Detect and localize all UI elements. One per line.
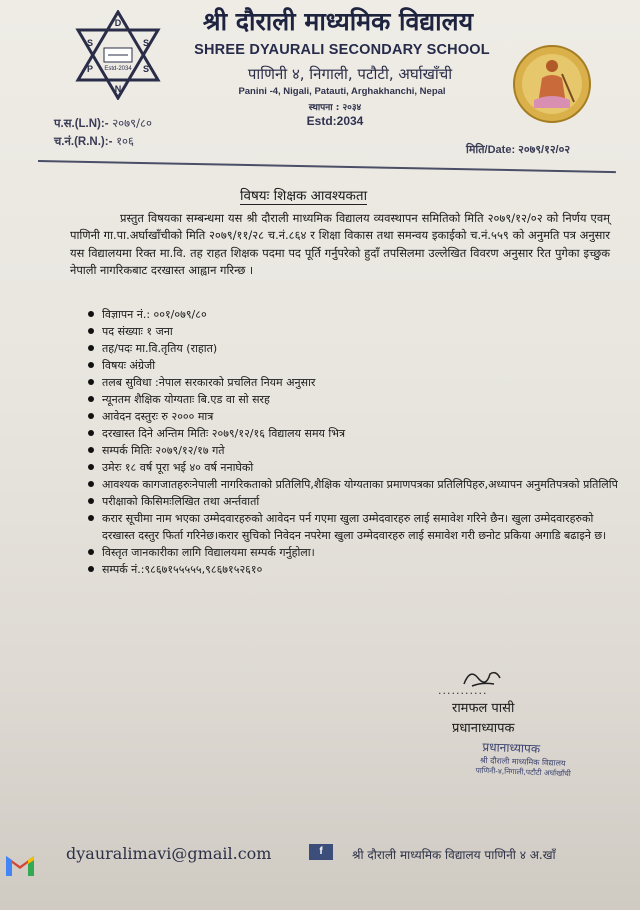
list-item: तलब सुविधा :नेपाल सरकारको प्रचलित नियम अनुसार — [74, 374, 622, 391]
emblem-letter-lower-right: S — [142, 64, 150, 74]
list-item: तह/पदः मा.वि.तृतिय (राहात) — [74, 340, 622, 357]
established-english: Estd:2034 — [306, 114, 364, 128]
vacancy-details-list — [74, 306, 622, 578]
emblem-letter-bottom: N — [114, 84, 122, 94]
school-address-nepali: पाणिनी ४, निगाली, पटौटी, अर्घाखाँची — [247, 65, 453, 83]
ln-label: प.स.(L.N):- — [54, 118, 109, 130]
facebook-page-name[interactable]: श्री दौराली माध्यमिक विद्यालय पाणिनी ४ अ.खाँ — [352, 848, 556, 862]
stamp-school: श्री दौराली माध्यमिक विद्यालय — [479, 755, 566, 768]
list-item: विस्तृत जानकारीका लागि विद्यालयमा सम्पर्क गर्नुहोला। — [74, 544, 622, 561]
school-name-english: SHREE DYAURALI SECONDARY SCHOOL — [194, 42, 490, 58]
saraswati-logo-icon — [512, 44, 592, 124]
list-item: परीक्षाको किसिमःलिखित तथा अर्न्तवार्ता — [74, 493, 622, 510]
list-item: करार सूचीमा नाम भएका उम्मेदवारहरुको आवेदन पर्न गएमा खुला उम्मेदवारहरु लाई समावेश गरिने छैन। खुला उम्मेदवारहरुको दरखास्त दस्तुर फिर्ता गरिनेछ।करार सुचिको निवेदन नपरेमा खुला उम्मेदवारहरु लाई समावेश गरी छनोट प्रकिया अगाडि बढाइने छ। — [74, 510, 622, 544]
stamp-address: पाणिनी-४,निगाली,पटौटी अर्घाखाँची — [475, 765, 571, 779]
letter-date — [466, 142, 570, 157]
school-emblem-icon — [68, 10, 168, 100]
signature-dots: ........... — [438, 684, 488, 697]
emblem-estd-text: Estd-2034 — [104, 66, 132, 72]
rn-value: १०६ — [116, 134, 135, 148]
date-value: २०७९/१२/०२ — [518, 144, 571, 156]
ln-value: २०७९/८० — [112, 116, 152, 130]
subject-heading: विषयः शिक्षक आवश्यकता — [240, 188, 368, 204]
list-item: विज्ञापन नं.: ००१/०७९/८० — [74, 306, 622, 323]
school-address-english: Panini -4, Nigali, Patauti, Arghakhanchi, Nepal — [238, 86, 446, 97]
ln-reference — [54, 116, 152, 131]
gmail-icon — [4, 852, 36, 878]
list-item: उमेरः १८ वर्ष पूरा भई ४० वर्ष ननाघेको — [74, 459, 622, 476]
stamp-title: प्रधानाध्यापक — [482, 739, 541, 756]
list-item: सम्पर्क नं.:९८६७१५५५५५,९८६७१५२६१० — [74, 561, 622, 578]
emblem-letter-lower-left: P — [86, 64, 94, 74]
rn-reference — [54, 134, 134, 149]
official-stamp — [475, 738, 606, 781]
list-item: न्यूनतम शैक्षिक योग्यताः बि.एड वा सो सरह — [74, 391, 622, 408]
letterhead — [0, 0, 640, 170]
list-item: विषयः अंग्रेजी — [74, 357, 622, 374]
list-item: आवेदन दस्तुरः रु २००० मात्र — [74, 408, 622, 425]
signatory-title: प्रधानाध्यापक — [452, 721, 515, 736]
list-item: सम्पर्क मितिः २०७९/१२/१७ गते — [74, 442, 622, 459]
emblem-letter-upper-left: S — [86, 38, 94, 48]
established-nepali: स्थापना : २०३४ — [308, 103, 362, 113]
school-name-nepali: श्री दौराली माध्यमिक विद्यालय — [202, 7, 474, 36]
signatory-name: रामफल पासी — [452, 701, 515, 716]
emblem-letter-upper-right: S — [142, 38, 150, 48]
email-address[interactable]: dyauralimavi@gmail.com — [66, 844, 272, 863]
list-item: दरखास्त दिने अन्तिम मितिः २०७९/१२/१६ विद्यालय समय भित्र — [74, 425, 622, 442]
date-label: मिति/Date: — [466, 144, 516, 156]
list-item: पद संख्याः १ जना — [74, 323, 622, 340]
intro-paragraph: प्रस्तुत विषयका सम्बन्धमा यस श्री दौराली माध्यमिक विद्यालय व्यवस्थापन समितिको मिति २०७९/१२/०२ को निर्णय एवम् पाणिनी गा.पा.अर्घाखाँचीको मिति २०७९/११/२८ च.नं.८६४ र शिक्षा विकास तथा समन्वय इकाईको च.नं.५५९ को अनुमति पत्र अनुसार यस विद्यालयमा रिक्त मा.वि. तह राहत शिक्षक पदमा पद पूर्ति गर्नुपरेको हुदाँ तपसिलमा उल्लेखित विवरण अनुसार रित पुगेका इच्छुक नेपाली नागरिकबाट दरखास्त आह्वान गरिन्छ । — [70, 211, 610, 278]
list-item: आवश्यक कागजातहरुःनेपाली नागरिकताको प्रतिलिपि,शैक्षिक योग्यताका प्रमाणपत्रका प्रतिलिपिहरु,अध्यापन अनुमतिपत्रको प्रतिलिपि — [74, 476, 622, 493]
emblem-letter-top: D — [114, 18, 122, 28]
facebook-icon: f — [309, 844, 333, 860]
letter-footer — [0, 834, 640, 894]
rn-label: च.नं.(R.N.):- — [54, 136, 113, 148]
